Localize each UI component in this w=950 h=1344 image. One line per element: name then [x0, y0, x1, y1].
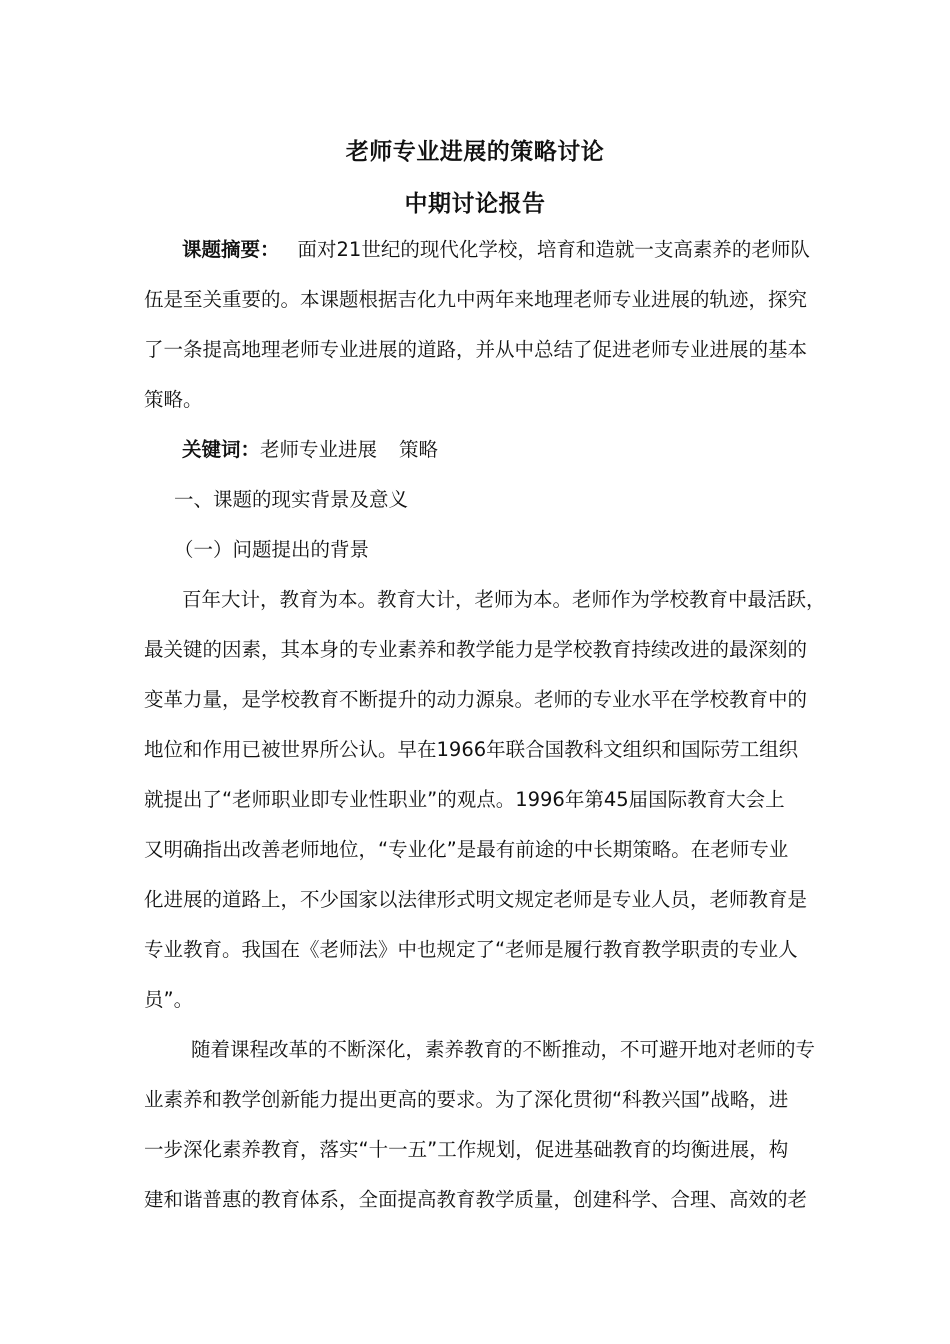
subsection-heading: （一）问题提出的背景	[174, 538, 370, 561]
keywords-line	[144, 425, 806, 475]
paragraph-line: 又明确指出改善老师地位，“专业化”是最有前途的中长期策略。在老师专业	[144, 838, 789, 861]
paragraph-line: 随着课程改革的不断深化，素养教育的不断推动，不可避开地对老师的专	[191, 1038, 816, 1061]
paragraph-line: 业素养和教学创新能力提出更高的要求。为了深化贯彻“科教兴国”战略，进	[144, 1088, 789, 1111]
abstract-line: 伍是至关重要的。本课题根据吉化九中两年来地理老师专业进展的轨迹，探究	[144, 288, 808, 311]
paragraph-line: 化进展的道路上，不少国家以法律形式明文规定老师是专业人员，老师教育是	[144, 888, 808, 911]
paragraph-line: 地位和作用已被世界所公认。早在1966年联合国教科文组织和国际劳工组织	[144, 738, 799, 761]
keywords-label: 关键词：	[182, 438, 261, 461]
keyword-item: 策略	[399, 438, 439, 461]
paragraph-line: 专业教育。我国在《老师法》中也规定了“老师是履行教育教学职责的专业人	[144, 938, 798, 961]
abstract-line: 了一条提高地理老师专业进展的道路，并从中总结了促进老师专业进展的基本	[144, 338, 808, 361]
paragraph-line: 变革力量，是学校教育不断提升的动力源泉。老师的专业水平在学校教育中的	[144, 688, 808, 711]
document-body	[144, 225, 826, 1225]
paragraph-line: 建和谐普惠的教育体系，全面提高教育教学质量，创建科学、合理、高效的老	[144, 1188, 808, 1211]
abstract-text: 面对21世纪的现代化学校，培育和造就一支高素养的老师队	[297, 238, 810, 261]
paragraph-line: 一步深化素养教育，落实“十一五”工作规划，促进基础教育的均衡进展，构	[144, 1138, 789, 1161]
paragraph-line: 最关键的因素，其本身的专业素养和教学能力是学校教育持续改进的最深刻的	[144, 638, 808, 661]
abstract-label: 课题摘要：	[182, 238, 280, 261]
document-title: 老师专业进展的策略讨论	[345, 139, 605, 165]
section-heading: 一、课题的现实背景及意义	[174, 488, 409, 511]
abstract-line: 策略。	[144, 388, 203, 411]
paragraph-line: 员”。	[144, 988, 194, 1011]
paragraph-line: 百年大计，教育为本。教育大计，老师为本。老师作为学校教育中最活跃，	[182, 588, 826, 611]
abstract-first-line	[144, 225, 810, 275]
document-subtitle: 中期讨论报告	[404, 191, 546, 217]
paragraph-line: 就提出了“老师职业即专业性职业”的观点。1996年第45届国际教育大会上	[144, 788, 785, 811]
keyword-item: 老师专业进展	[260, 438, 378, 461]
